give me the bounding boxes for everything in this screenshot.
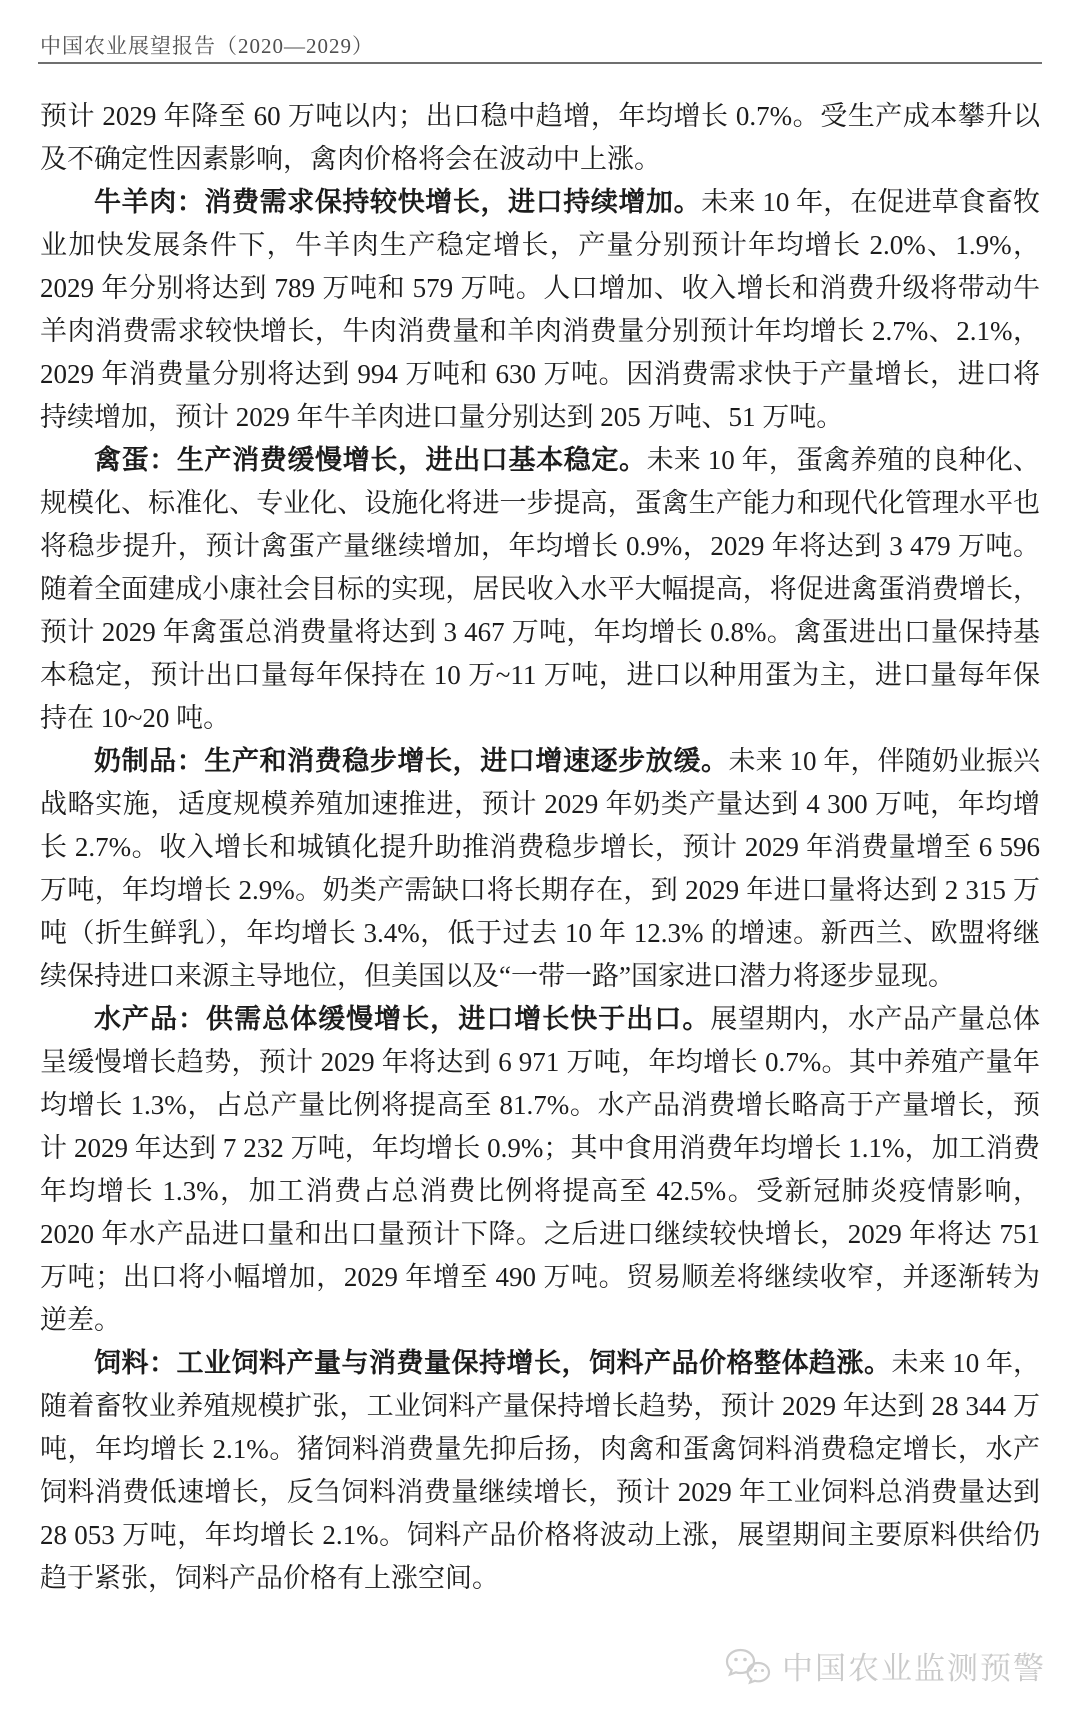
watermark-text: 中国农业监测预警: [782, 1651, 1046, 1686]
paragraph-aquatic-products: [40, 998, 1040, 1342]
paragraph-lead: 饲料：工业饲料产量与消费量保持增长，饲料产品价格整体趋涨。: [94, 1348, 892, 1378]
header-divider: [38, 62, 1042, 64]
running-header-title: 中国农业展望报告（2020—2029）: [40, 34, 374, 58]
paragraph-lead: 奶制品：生产和消费稳步增长，进口增速逐步放缓。: [94, 746, 729, 776]
paragraph-lead: 禽蛋：生产消费缓慢增长，进出口基本稳定。: [94, 445, 647, 475]
paragraph-body: 未来 10 年，在促进草食畜牧业加快发展条件下，牛羊肉生产稳定增长，产量分别预计年均增长 2.0%、1.9%，2029 年分别将达到 789 万吨和 579 万吨。人口增加、收入增长和消费升级将带动牛羊肉消费需求较快增长，牛肉消费量和羊肉消费量分别预计年均增长 2.7%、2.1%，2029 年消费量分别将达到 994 万吨和 630 万吨。因消费需求快于产量增长，进口将持续增加，预计 2029 年牛羊肉进口量分别达到 205 万吨、51 万吨。: [40, 187, 1041, 432]
watermark: [724, 1643, 1046, 1688]
paragraph-body: 未来 10 年，伴随奶业振兴战略实施，适度规模养殖加速推进，预计 2029 年奶类产量达到 4 300 万吨，年均增长 2.7%。收入增长和城镇化提升助推消费稳步增长，预计 2029 年消费量增至 6 596 万吨，年均增长 2.9%。奶类产需缺口将长期存在，到 2029 年进口量将达到 2 315 万吨（折生鲜乳），年均增长 3.4%，低于过去 10 年 12.3% 的增速。新西兰、欧盟将继续保持进口来源主导地位，但美国以及“一带一路”国家进口潜力将逐步显现。: [40, 746, 1041, 991]
body-text: [40, 95, 1040, 1600]
paragraph-body: 展望期内，水产品产量总体呈缓慢增长趋势，预计 2029 年将达到 6 971 万吨，年均增长 0.7%。其中养殖产量年均增长 1.3%，占总产量比例将提高至 81.7%。水产品消费增长略高于产量增长，预计 2029 年达到 7 232 万吨，年均增长 0.9%；其中食用消费年均增长 1.1%，加工消费年均增长 1.3%，加工消费占总消费比例将提高至 42.5%。受新冠肺炎疫情影响，2020 年水产品进口量和出口量预计下降。之后进口继续较快增长，2029 年将达 751 万吨；出口将小幅增加，2029 年增至 490 万吨。贸易顺差将继续收窄，并逐渐转为逆差。: [40, 1004, 1041, 1335]
paragraph-beef-mutton: [40, 181, 1040, 439]
paragraph-lead: 水产品：供需总体缓慢增长，进口增长快于出口。: [94, 1004, 711, 1034]
paragraph-poultry-eggs: [40, 439, 1040, 740]
paragraph-body: 未来 10 年，随着畜牧业养殖规模扩张，工业饲料产量保持增长趋势，预计 2029 年达到 28 344 万吨，年均增长 2.1%。猪饲料消费量先抑后扬，肉禽和蛋禽饲料消费稳定增长，水产饲料消费低速增长，反刍饲料消费量继续增长，预计 2029 年工业饲料总消费量达到 28 053 万吨，年均增长 2.1%。饲料产品价格将波动上涨，展望期间主要原料供给仍趋于紧张，饲料产品价格有上涨空间。: [40, 1348, 1040, 1593]
paragraph-poultry-meat-continuation: [40, 95, 1040, 181]
paragraph-feed: [40, 1342, 1040, 1600]
paragraph-body: 预计 2029 年降至 60 万吨以内；出口稳中趋增，年均增长 0.7%。受生产成本攀升以及不确定性因素影响，禽肉价格将会在波动中上涨。: [40, 101, 1040, 174]
paragraph-dairy: [40, 740, 1040, 998]
paragraph-lead: 牛羊肉：消费需求保持较快增长，进口持续增加。: [94, 187, 702, 217]
wechat-logo-icon: [724, 1646, 772, 1686]
paragraph-body: 未来 10 年，蛋禽养殖的良种化、规模化、标准化、专业化、设施化将进一步提高，蛋禽生产能力和现代化管理水平也将稳步提升，预计禽蛋产量继续增加，年均增长 0.9%，2029 年将达到 3 479 万吨。随着全面建成小康社会目标的实现，居民收入水平大幅提高，将促进禽蛋消费增长，预计 2029 年禽蛋总消费量将达到 3 467 万吨，年均增长 0.8%。禽蛋进出口量保持基本稳定，预计出口量每年保持在 10 万~11 万吨，进口以种用蛋为主，进口量每年保持在 10~20 吨。: [40, 445, 1041, 733]
